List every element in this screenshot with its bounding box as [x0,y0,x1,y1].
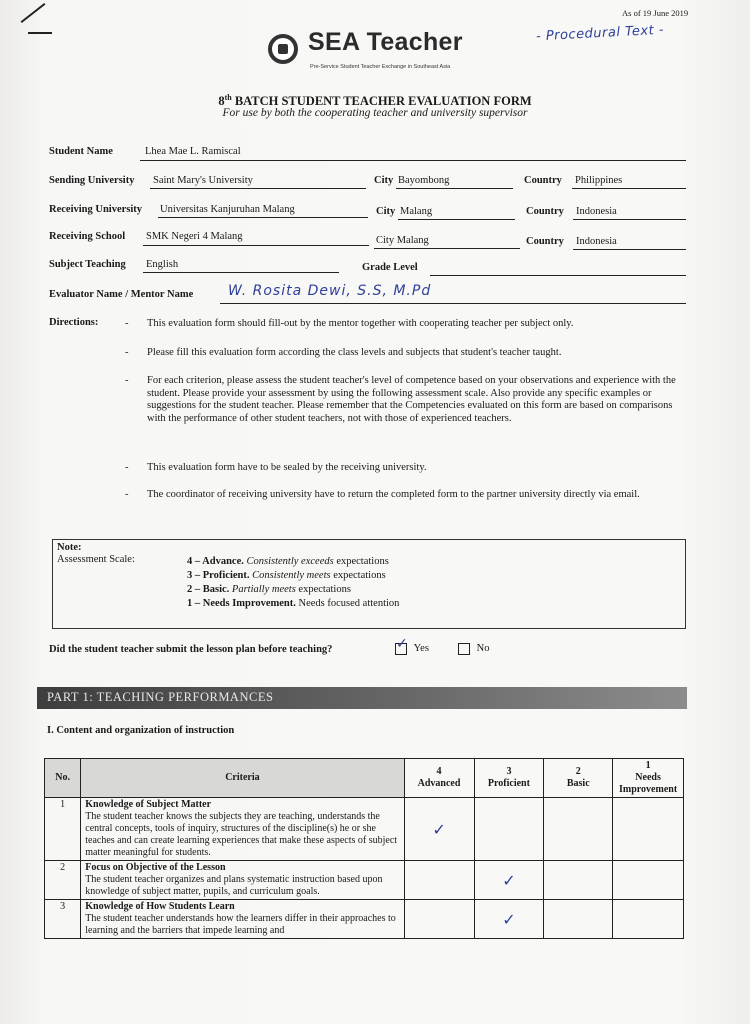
city-label: City [374,175,394,186]
score-cell-2[interactable] [544,900,613,939]
underline [220,303,686,304]
underline [143,245,369,246]
no-checkbox[interactable] [458,643,470,655]
underline [398,219,515,220]
underline [374,248,520,249]
score-cell-1[interactable] [613,798,684,861]
version-date: As of 19 June 2019 [622,8,689,18]
score-cell-3[interactable] [474,861,544,900]
scale-label: Assessment Scale: [57,554,135,565]
receiving-country-value[interactable]: Indonesia [576,206,617,217]
no-option[interactable]: No [458,643,489,655]
evaluator-value[interactable]: W. Rosita Dewi, S.S, M.Pd [228,283,432,299]
receiving-university-value[interactable]: Universitas Kanjuruhan Malang [160,204,295,215]
underline [150,188,366,189]
yes-checkbox[interactable]: ✓ [395,643,407,655]
direction-item: For each criterion, please assess the student teacher's level of competence based on your observations and experience with the student. Please provide your assessment by using the following assessment scale. Also provide any specific examples or suggestions for the student teacher. Please remember that the Competencies evaluated on this form are based on comparisons with the performance of other student teachers, not with those of experienced teachers. [147,375,676,424]
score-cell-1[interactable] [613,861,684,900]
school-city-value[interactable]: City Malang [376,235,429,246]
table-row: 1 Knowledge of Subject Matter The student teacher knows the subjects they are teaching, understands the central concepts, tools of inquiry, structures of the discipline(s) he or she teaches and can create learning experiences that make these aspects of subject matter meaningful for students. ✓ [45,798,684,861]
evaluator-label: Evaluator Name / Mentor Name [49,289,194,300]
underline [572,188,686,189]
country-label: Country [524,175,562,186]
check-icon: ✓ [502,909,516,929]
school-country-value[interactable]: Indonesia [576,236,617,247]
scale-item: 3 – Proficient. Consistently meets expectations [187,570,386,581]
underline [140,160,686,161]
form-title: 8th BATCH STUDENT TEACHER EVALUATION FORM [218,93,532,109]
country-label: Country [526,206,564,217]
section-title: I. Content and organization of instruction [47,725,235,736]
pen-stroke [28,32,52,34]
col-basic: 2 Basic [544,759,613,798]
score-cell-3[interactable] [474,900,544,939]
direction-item: Please fill this evaluation form according the class levels and subjects that student's teacher taught. [147,347,562,358]
table-row: 2 Focus on Objective of the Lesson The student teacher organizes and plans systematic instruction based upon knowledge of subject matter, pupils, and curriculum goals. ✓ [45,861,684,900]
sea-teacher-logo: SEA Teacher Pre-Service Student Teacher Exchange in Southeast Asia [268,30,498,80]
city-label: City [376,206,396,217]
direction-item: The coordinator of receiving university have to return the completed form to the partner university directly via email. [147,489,640,500]
sending-country-value[interactable]: Philippines [575,175,623,186]
score-cell-3[interactable] [474,798,544,861]
col-proficient: 3 Proficient [474,759,544,798]
criteria-table [44,758,684,939]
underline [573,249,686,250]
sending-university-value[interactable]: Saint Mary's University [153,175,253,186]
country-label: Country [526,236,564,247]
score-cell-4[interactable] [404,798,474,861]
receiving-school-value[interactable]: SMK Negeri 4 Malang [146,231,243,242]
col-criteria: Criteria [81,759,404,798]
student-name-label: Student Name [49,146,113,157]
underline [430,275,686,276]
handwritten-annotation: - Procedural Text - [535,22,665,45]
yes-option[interactable]: ✓ Yes [396,636,429,655]
receiving-university-label: Receiving University [49,204,143,215]
subject-value[interactable]: English [146,259,179,270]
check-icon: ✓ [432,819,446,839]
underline [573,219,686,220]
sending-university-label: Sending University [49,175,135,186]
receiving-city-value[interactable]: Malang [400,206,433,217]
gear-icon [268,34,298,64]
directions-label: Directions: [49,317,99,328]
score-cell-4[interactable] [404,900,474,939]
part-banner: PART 1: TEACHING PERFORMANCES [37,687,687,709]
receiving-school-label: Receiving School [49,231,126,242]
score-cell-4[interactable] [404,861,474,900]
table-header [45,759,684,798]
student-name-value[interactable]: Lhea Mae L. Ramiscal [145,146,241,157]
lesson-plan-question: Did the student teacher submit the lesson plan before teaching? [49,644,333,655]
scale-item: 4 – Advance. Consistently exceeds expectations [187,556,389,567]
table-row: 3 Knowledge of How Students Learn The student teacher understands how the learners differ in their approaches to learning and the barriers that impede learning and ✓ [45,900,684,939]
direction-item: This evaluation form have to be sealed by the receiving university. [147,462,427,473]
check-icon: ✓ [502,870,516,890]
col-no: No. [45,759,81,798]
form-subtitle: For use by both the cooperating teacher and university supervisor [222,107,528,119]
score-cell-1[interactable] [613,900,684,939]
pen-stroke [21,3,46,23]
assessment-scale-note [52,539,686,629]
form-page: As of 19 June 2019 - Procedural Text - SEA Teacher Pre-Service Student Teacher Exchange in Southeast Asia 8th BATCH STUDENT TEACHER EVALUATION FORM For use by both the cooperating teacher and university supervisor Student Name Lhea Mae L. Ramiscal Sending University Saint Mary's University City Bayombong Country Philippines Receiving University Universitas Kanjuruhan Malang City Malang Country Indonesia Receiving School SMK Negeri 4 Malang City Malang Country Indonesia Subject Teaching English Grade Level Evaluator Name / Mentor Name W. Rosita Dewi, S.S, M.Pd Directions: - This evaluation form should fill-out by the mentor together with cooperating teacher per subject only. - Please fill this evaluation form according the class levels and subjects that student's teacher taught. - For each criterion, please assess the student teacher's level of competence based on your observations and experience with the student. Please provide your assessment by using the following assessment scale. Also provide any specific examples or suggestions for the student teacher. Please remember that the Competencies evaluated on this form are based on comparisons with the performance of other student teachers, not with those of experienced teachers. - This evaluation form have to be sealed by the receiving university. - The coordinator of receiving university have to return the completed form to the partner university directly via email. Note: Assessment Scale: 4 – Advance. Consistently exceeds expectations 3 – Proficient. Consistently meets expectations 2 – Basic. Partially meets expectations 1 – Needs Improvement. Needs focused attention Did the student teacher submit the lesson plan before teaching? ✓ Yes No PART 1: TEACHING PERFORMANCES I. Content and organization of instruction No. Criteria 4 Advanced 3 Proficient 2 Basic 1 Needs Improvement 1 Knowledge of Subject Matter The student teacher knows the subjects they are teaching, understands the central concepts, tools of inquiry, structures of the discipline(s) he or she teaches and can create learning experiences that make these aspects of subject matter meaningful for students. ✓ 2 Focus on Objective of the Lesson The student teacher organizes and plans systematic instruction based upon knowledge of subject matter, pupils, and curriculum goals. ✓ 3 Knowledge of How Students Learn The student teacher understands how the learners differ in their approaches to learning and the barriers that impede learning and ✓ [0,0,750,1024]
score-cell-2[interactable] [544,798,613,861]
scale-item: 2 – Basic. Partially meets expectations [187,584,351,595]
underline [396,188,513,189]
col-advanced: 4 Advanced [404,759,474,798]
grade-label: Grade Level [362,262,418,273]
score-cell-2[interactable] [544,861,613,900]
sending-city-value[interactable]: Bayombong [398,175,450,186]
col-needs-improvement: 1 Needs Improvement [613,759,684,798]
underline [143,272,339,273]
note-label: Note: [57,542,82,553]
scale-item: 1 – Needs Improvement. Needs focused attention [187,598,400,609]
direction-item: This evaluation form should fill-out by the mentor together with cooperating teacher per subject only. [147,318,574,329]
underline [158,217,368,218]
subject-label: Subject Teaching [49,259,126,270]
